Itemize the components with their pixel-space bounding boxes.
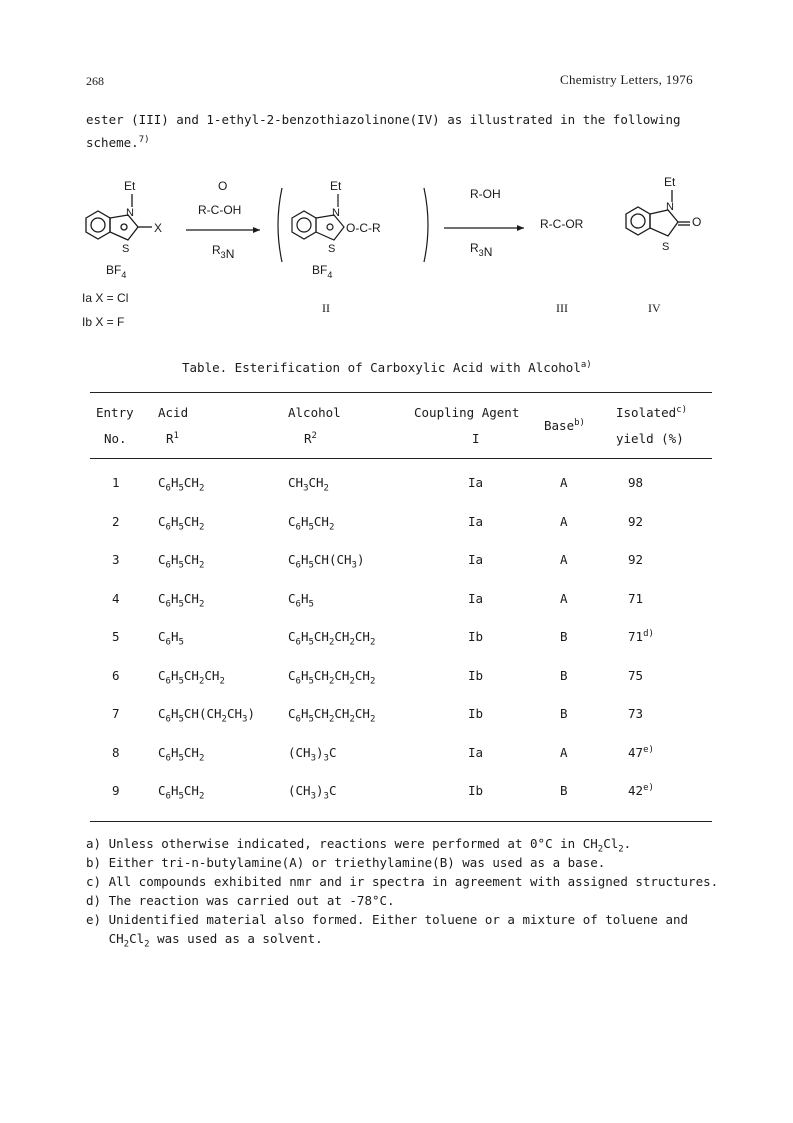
- cell-yield-ref: e): [643, 744, 654, 755]
- base-reagent-1: $R_3N$: [212, 243, 235, 261]
- table-top-rule: [90, 392, 712, 393]
- cell-yield: 42$^{e)}$: [628, 783, 654, 799]
- cell-acid: $C_6H_5CH_2$: [158, 744, 205, 763]
- cell-entry: 2: [112, 513, 120, 529]
- cell-yield: 92: [628, 552, 644, 567]
- header-r2-sup: 2: [311, 431, 317, 441]
- intermediate-et: Et: [330, 179, 342, 193]
- intermediate-n: N: [332, 207, 340, 219]
- compound-i-x: X: [154, 221, 163, 235]
- arrow-2-head: [517, 225, 524, 231]
- label-ia: Ia X = Cl: [82, 291, 129, 305]
- cell-acid: $C_6H_5CH_2$: [158, 552, 205, 571]
- cell-yield-ref: e): [643, 783, 654, 793]
- cell-alcohol: $C_6H_5CH_2CH_2CH_2$: [288, 667, 376, 686]
- cell-agent: Ia: [468, 513, 484, 529]
- reagent1: R-C-OH: [198, 203, 242, 217]
- table-header-rule: [90, 458, 712, 459]
- table-caption: [182, 360, 592, 375]
- cell-entry: 3: [112, 552, 120, 567]
- cell-yield: 98: [628, 475, 644, 490]
- cell-alcohol: $(CH_3)_3C$: [288, 783, 337, 802]
- alcohol-reagent: R-OH: [470, 187, 501, 201]
- cell-base: A: [560, 552, 568, 567]
- cell-yield: 47$^{e)}$: [628, 744, 654, 760]
- arrow-1-head: [253, 227, 260, 233]
- cell-yield-ref: d): [643, 629, 654, 639]
- cell-agent: Ib: [468, 783, 484, 798]
- cell-entry: 5: [112, 629, 120, 644]
- cell-yield: 75: [628, 667, 644, 683]
- cell-agent: Ib: [468, 706, 484, 721]
- cell-yield: 92: [628, 513, 644, 529]
- compound-iv-o: O: [692, 215, 702, 229]
- header-isolated: [616, 405, 687, 420]
- cell-alcohol: $C_6H_5CH_2CH_2CH_2$: [288, 706, 376, 725]
- base-reagent-2: $R_3N$: [470, 241, 493, 259]
- footnote-e-continued: $CH_2Cl_2$ was used as a solvent.: [108, 931, 323, 950]
- cell-alcohol: $(CH_3)_3C$: [288, 744, 337, 763]
- cell-entry: 4: [112, 590, 120, 606]
- cell-entry: 1: [112, 475, 120, 490]
- header-base: [544, 418, 585, 433]
- intermediate-s: S: [328, 243, 336, 255]
- intro-line-2: [86, 130, 681, 153]
- cell-alcohol: $C_6H_5CH_2$: [288, 513, 335, 532]
- table-bottom-rule: [90, 821, 712, 822]
- cell-agent: Ia: [468, 590, 484, 606]
- header-no: No.: [104, 431, 127, 446]
- footnote-d: d) The reaction was carried out at -78°C.: [86, 893, 395, 908]
- footnote-a: a) Unless otherwise indicated, reactions were performed at 0°C in $CH_2Cl_2$.: [86, 836, 632, 855]
- intermediate-bf4: $BF_4$: [312, 263, 333, 280]
- compound-i-bf4: $BF_4$: [106, 263, 127, 280]
- label-iv: IV: [648, 301, 661, 315]
- header-r2: [304, 431, 317, 446]
- cell-acid: $C_6H_5CH_2$: [158, 475, 205, 494]
- header-coupling-i: I: [472, 431, 480, 446]
- header-acid: Acid: [158, 405, 189, 420]
- label-iii: III: [556, 301, 568, 315]
- compound-iv-et: Et: [664, 175, 676, 189]
- cell-base: A: [560, 590, 568, 606]
- cell-acid: $C_6H_5CH(CH_2CH_3)$: [158, 706, 255, 725]
- cell-base: A: [560, 475, 568, 490]
- compound-iv-structure: [626, 190, 690, 236]
- cell-agent: Ib: [468, 667, 484, 683]
- cell-yield: 71: [628, 590, 644, 606]
- header-isolated-ref: c): [676, 405, 688, 415]
- compound-i-s: S: [122, 243, 130, 255]
- cell-alcohol: $C_6H_5CH_2CH_2CH_2$: [288, 629, 376, 648]
- compound-i-structure: [86, 194, 152, 240]
- header-r1: [166, 431, 179, 446]
- cell-entry: 6: [112, 667, 120, 683]
- cell-base: B: [560, 629, 568, 644]
- intro-paragraph: [86, 110, 681, 153]
- header-coupling-agent: Coupling Agent: [414, 405, 520, 420]
- label-ib: Ib X = F: [82, 315, 125, 329]
- compound-i-n: N: [126, 207, 134, 219]
- intermediate-group: O-C-R: [346, 221, 381, 235]
- cell-acid: $C_6H_5CH_2CH_2$: [158, 667, 225, 686]
- cell-yield: 71$^{d)}$: [628, 629, 654, 645]
- cell-base: A: [560, 744, 568, 760]
- header-base-text: Base: [544, 418, 575, 434]
- intro-line-1: ester (III) and 1-ethyl-2-benzothiazolinone(IV) as illustrated in the following: [86, 112, 681, 127]
- footnote-c: c) All compounds exhibited nmr and ir spectra in agreement with assigned structures.: [86, 874, 719, 889]
- cell-entry: 7: [112, 706, 120, 721]
- cell-agent: Ib: [468, 629, 484, 644]
- journal-title: Chemistry Letters, 1976: [560, 72, 693, 87]
- cell-base: B: [560, 783, 568, 798]
- header-entry: Entry: [96, 405, 134, 420]
- cell-alcohol: $C_6H_5$: [288, 590, 314, 609]
- label-ii: II: [322, 301, 330, 315]
- ester-product: R-C-OR: [540, 217, 584, 231]
- cell-base: B: [560, 667, 568, 683]
- cell-base: B: [560, 706, 568, 721]
- reaction-scheme: [60, 170, 740, 340]
- compound-iv-n: N: [666, 201, 674, 213]
- cell-acid: $C_6H_5CH_2$: [158, 783, 205, 802]
- header-alcohol: Alcohol: [288, 405, 341, 420]
- cell-agent: Ia: [468, 744, 484, 760]
- compound-i-et: Et: [124, 179, 136, 193]
- cell-alcohol: $C_6H_5CH(CH_3)$: [288, 552, 365, 571]
- cell-acid: $C_6H_5CH_2$: [158, 590, 205, 609]
- intro-line-2-text: scheme.: [86, 135, 139, 151]
- footnote-b: b) Either tri-n-butylamine(A) or triethylamine(B) was used as a base.: [86, 855, 606, 870]
- cell-entry: 9: [112, 783, 120, 798]
- header-yield: yield (%): [616, 431, 684, 446]
- header-isolated-text: Isolated: [616, 405, 677, 421]
- cell-acid: $C_6H_5CH_2$: [158, 513, 205, 532]
- intro-ref: 7): [138, 135, 150, 145]
- cell-agent: Ia: [468, 475, 484, 490]
- cell-yield: 73: [628, 706, 644, 721]
- cell-base: A: [560, 513, 568, 529]
- cell-alcohol: $CH_3CH_2$: [288, 475, 329, 494]
- page-number: 268: [86, 74, 104, 88]
- reagent1-oxygen: O: [218, 179, 228, 193]
- cell-entry: 8: [112, 744, 120, 760]
- table-caption-ref: a): [580, 360, 592, 370]
- footnote-e: e) Unidentified material also formed. Either toluene or a mixture of toluene and: [86, 912, 689, 927]
- cell-agent: Ia: [468, 552, 484, 567]
- compound-iv-s: S: [662, 241, 670, 253]
- header-r1-letter: R: [166, 431, 174, 447]
- table-caption-text: Table. Esterification of Carboxylic Acid with Alcohol: [182, 360, 581, 376]
- header-r1-sup: 1: [173, 431, 179, 441]
- header-r2-letter: R: [304, 431, 312, 447]
- cell-acid: $C_6H_5$: [158, 629, 184, 648]
- header-base-ref: b): [574, 418, 585, 428]
